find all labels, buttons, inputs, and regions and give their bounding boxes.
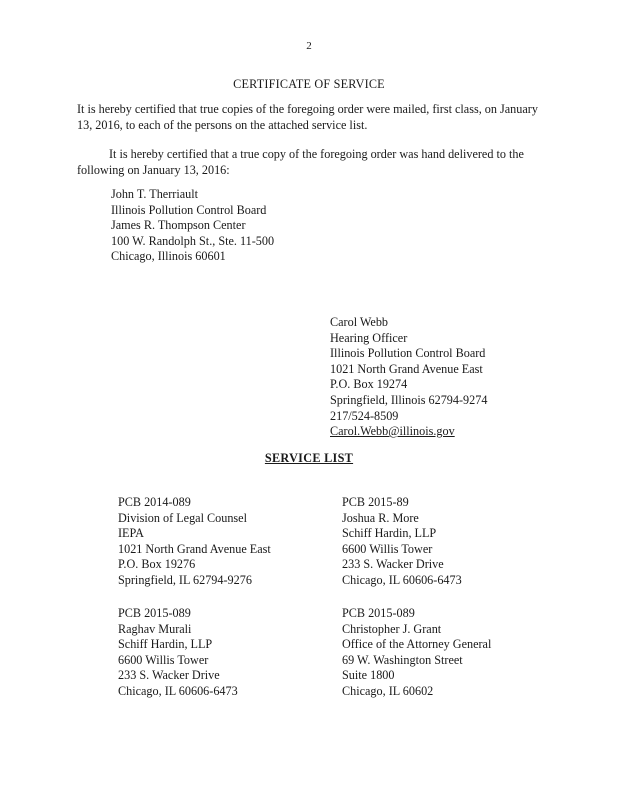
entry-line: Christopher J. Grant	[342, 621, 442, 636]
signatory-line: Springfield, Illinois 62794-9274	[330, 392, 488, 407]
entry-line: Schiff Hardin, LLP	[118, 637, 213, 652]
entry-line: P.O. Box 19276	[118, 557, 196, 572]
signatory-line: Illinois Pollution Control Board	[330, 346, 486, 361]
entry-line: 1021 North Grand Avenue East	[118, 541, 271, 556]
certificate-title: CERTIFICATE OF SERVICE	[233, 77, 385, 91]
signatory-line: 1021 North Grand Avenue East	[330, 361, 483, 376]
entry-line: 233 S. Wacker Drive	[118, 668, 220, 683]
signatory-line: 217/524-8509	[330, 408, 399, 423]
entry-line: IEPA	[118, 526, 144, 541]
entry-line: Schiff Hardin, LLP	[342, 526, 437, 541]
address-line: James R. Thompson Center	[111, 218, 246, 233]
paragraph-mailed: It is hereby certified that true copies of the foregoing order were mailed, first class, on January 13, 2016, to each of the persons on the attached service list.	[77, 102, 538, 132]
recipient-address	[111, 186, 274, 264]
entry-line: 69 W. Washington Street	[342, 652, 463, 667]
signatory-block	[330, 314, 487, 439]
signatory-email-link[interactable]: Carol.Webb@illinois.gov	[330, 424, 455, 439]
paragraph-hand-delivered: It is hereby certified that a true copy of the foregoing order was hand delivered to the following on January 13, 2016:	[77, 147, 524, 177]
entry-line: 233 S. Wacker Drive	[342, 557, 444, 572]
entry-line: Office of the Attorney General	[342, 637, 492, 652]
entry-line: Suite 1800	[342, 668, 395, 683]
service-list-entry	[342, 605, 491, 699]
entry-line: Chicago, IL 60606-6473	[118, 683, 238, 698]
entry-line: 6600 Willis Tower	[342, 541, 433, 556]
entry-line: Raghav Murali	[118, 621, 192, 636]
entry-line: 6600 Willis Tower	[118, 652, 209, 667]
address-line: John T. Therriault	[111, 187, 198, 201]
entry-line: Chicago, IL 60602	[342, 683, 434, 698]
address-line: Illinois Pollution Control Board	[111, 202, 267, 217]
service-list-title: SERVICE LIST	[264, 451, 354, 465]
entry-line: Joshua R. More	[342, 510, 419, 525]
entry-line: PCB 2015-89	[342, 495, 409, 509]
service-list-entry	[118, 605, 238, 699]
page-number: 2	[306, 40, 312, 52]
service-list-entry	[342, 494, 462, 588]
address-line: Chicago, Illinois 60601	[111, 249, 226, 264]
entry-line: Springfield, IL 62794-9276	[118, 572, 252, 587]
entry-line: Division of Legal Counsel	[118, 510, 247, 525]
entry-line: PCB 2014-089	[118, 495, 191, 509]
entry-line: PCB 2015-089	[342, 606, 415, 620]
signatory-line: Carol Webb	[330, 315, 389, 329]
address-line: 100 W. Randolph St., Ste. 11-500	[111, 233, 275, 248]
entry-line: PCB 2015-089	[118, 606, 191, 620]
entry-line: Chicago, IL 60606-6473	[342, 572, 462, 587]
signatory-line: Hearing Officer	[330, 330, 408, 345]
signatory-line: P.O. Box 19274	[330, 377, 408, 392]
service-list-entry	[118, 494, 271, 588]
